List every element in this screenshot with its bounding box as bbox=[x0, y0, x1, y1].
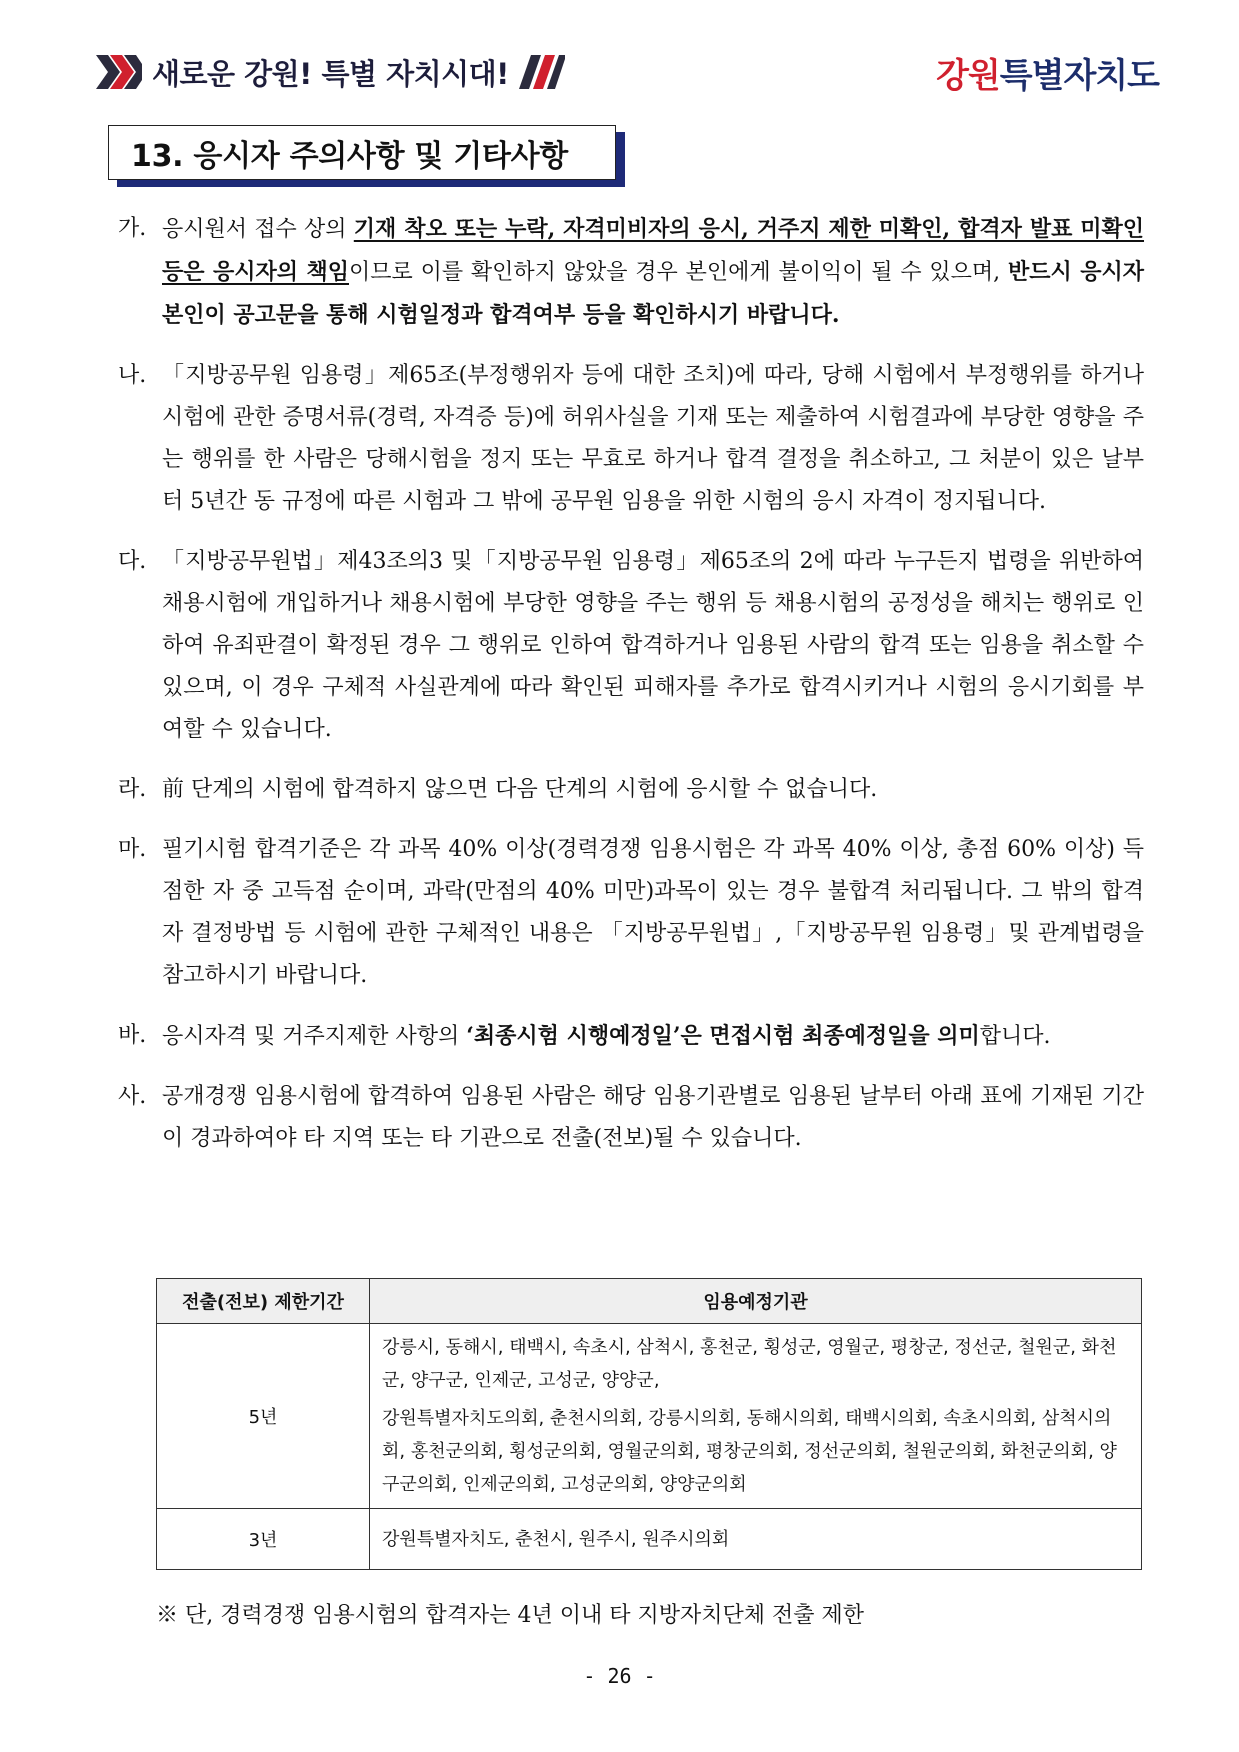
logo-text-part1: 강원 bbox=[936, 56, 1000, 96]
agencies-cell bbox=[370, 1324, 1142, 1509]
item-marker: 나. bbox=[118, 363, 147, 388]
slogan-banner bbox=[96, 52, 565, 92]
text-segment: 응시원서 접수 상의 bbox=[162, 217, 354, 242]
item-marker: 바. bbox=[118, 1023, 147, 1048]
item-text: 前 단계의 시험에 합격하지 않으면 다음 단계의 시험에 응시할 수 없습니다. bbox=[162, 777, 878, 802]
table-header-row bbox=[157, 1279, 1142, 1324]
item-marker: 사. bbox=[118, 1084, 147, 1109]
footnote: ※ 단, 경력경쟁 임용시험의 합격자는 4년 이내 타 지방자치단체 전출 제한 bbox=[156, 1603, 864, 1628]
page-number: - 26 - bbox=[583, 1664, 656, 1688]
list-item bbox=[118, 541, 1144, 751]
text-segment: 응시자격 및 거주지제한 사항의 bbox=[162, 1024, 467, 1049]
list-item bbox=[118, 208, 1144, 337]
item-text: 「지방공무원 임용령」제65조(부정행위자 등에 대한 조치)에 따라, 당해 시험에서 부정행위를 하거나 시험에 관한 증명서류(경력, 자격증 등)에 허위사실을 기재 또는 제출하여 시험결과에 부당한 영향을 주는 행위를 한 사람은 당해시험을 정지 또는 무효로 하거나 합격 결정을 취소하고, 그 처분이 있은 날부터 5년간 동 규정에 따른 시험과 그 밖에 공무원 임용을 위한 시험의 응시 자격이 정지됩니다. bbox=[162, 363, 1144, 514]
item-text bbox=[162, 208, 1144, 337]
item-text: 「지방공무원법」제43조의3 및「지방공무원 임용령」제65조의 2에 따라 누구든지 법령을 위반하여 채용시험에 개입하거나 채용시험에 부당한 영향을 주는 행위 등 채용시험의 공정성을 해치는 행위로 인하여 유죄판결이 확정된 경우 그 행위로 인하여 합격하거나 임용된 사람의 합격 또는 임용을 취소할 수 있으며, 이 경우 구체적 사실관계에 따라 확인된 피해자를 추가로 합격시키거나 시험의 응시기회를 부여할 수 있습니다. bbox=[162, 549, 1144, 742]
slogan-text: 새로운 강원! 특별 자치시대! bbox=[152, 56, 509, 91]
bold-emphasis: 반드시 응시자 본인이 공고문을 통해 시험일정과 합격여부 등을 확인하시기 바랍니다. bbox=[162, 259, 1144, 328]
list-item bbox=[118, 1015, 1144, 1058]
item-marker: 라. bbox=[118, 777, 147, 802]
item-text: 공개경쟁 임용시험에 합격하여 임용된 사람은 해당 임용기관별로 임용된 날부터 아래 표에 기재된 기간이 경과하여야 타 지역 또는 타 기관으로 전출(전보)될 수 있습니다. bbox=[162, 1084, 1144, 1151]
item-text: 필기시험 합격기준은 각 과목 40% 이상(경력경쟁 임용시험은 각 과목 40% 이상, 총점 60% 이상) 득점한 자 중 고득점 순이며, 과락(만점의 40% 미만)과목이 있는 경우 불합격 처리됩니다. 그 밖의 합격자 결정방법 등 시험에 관한 구체적인 내용은 「지방공무원법」,「지방공무원 임용령」및 관계법령을 참고하시기 바랍니다. bbox=[162, 837, 1144, 988]
section-title: 13. 응시자 주의사항 및 기타사항 bbox=[131, 138, 568, 174]
list-item bbox=[118, 355, 1144, 523]
list-item bbox=[118, 829, 1144, 997]
column-header-agency: 임용예정기관 bbox=[370, 1279, 1142, 1324]
table-row bbox=[157, 1324, 1142, 1509]
underlined-emphasis: 기재 착오 또는 누락, 자격미비자의 응시, 거주지 제한 미확인, 합격자 발표 미확인 등은 응시자의 책임 bbox=[162, 216, 1145, 285]
item-marker: 마. bbox=[118, 837, 147, 862]
logo-text-part2: 특별자치도 bbox=[999, 56, 1159, 96]
table-row bbox=[157, 1509, 1142, 1570]
agency-list-councils: 강원특별자치도의회, 춘천시의회, 강릉시의회, 동해시의회, 태백시의회, 속초시의회, 삼척시의회, 홍천군의회, 횡성군의회, 영월군의회, 평창군의회, 정선군의회, 철원군의회, 화천군의회, 양구군의회, 인제군의회, 고성군의회, 양양군의회 bbox=[382, 1408, 1117, 1495]
slogan-right-stripes-icon bbox=[519, 55, 565, 89]
agency-list-local-govts: 강릉시, 동해시, 태백시, 속초시, 삼척시, 홍천군, 횡성군, 영월군, 평창군, 정선군, 철원군, 화천군, 양구군, 인제군, 고성군, 양양군, bbox=[382, 1337, 1117, 1391]
text-segment: 합니다. bbox=[979, 1024, 1051, 1049]
item-text bbox=[162, 1015, 1144, 1058]
bold-emphasis: ‘최종시험 시행예정일’은 면접시험 최종예정일을 의미 bbox=[466, 1023, 980, 1049]
list-item bbox=[118, 1076, 1144, 1160]
text-segment: 이므로 이를 확인하지 않았을 경우 본인에게 불이익이 될 수 있으며, bbox=[349, 260, 1008, 285]
period-cell: 5년 bbox=[157, 1324, 370, 1509]
period-cell: 3년 bbox=[157, 1509, 370, 1570]
item-marker: 다. bbox=[118, 549, 147, 574]
transfer-restriction-table bbox=[156, 1278, 1142, 1570]
notice-list bbox=[118, 208, 1144, 1178]
slogan-left-stripes-icon bbox=[96, 55, 142, 89]
list-item bbox=[118, 769, 1144, 811]
item-marker: 가. bbox=[118, 216, 147, 241]
gangwon-logo bbox=[936, 48, 1159, 97]
section-title-box bbox=[108, 125, 616, 180]
agencies-cell: 강원특별자치도, 춘천시, 원주시, 원주시의회 bbox=[370, 1509, 1142, 1570]
column-header-period: 전출(전보) 제한기간 bbox=[157, 1279, 370, 1324]
page-header bbox=[0, 0, 1239, 120]
